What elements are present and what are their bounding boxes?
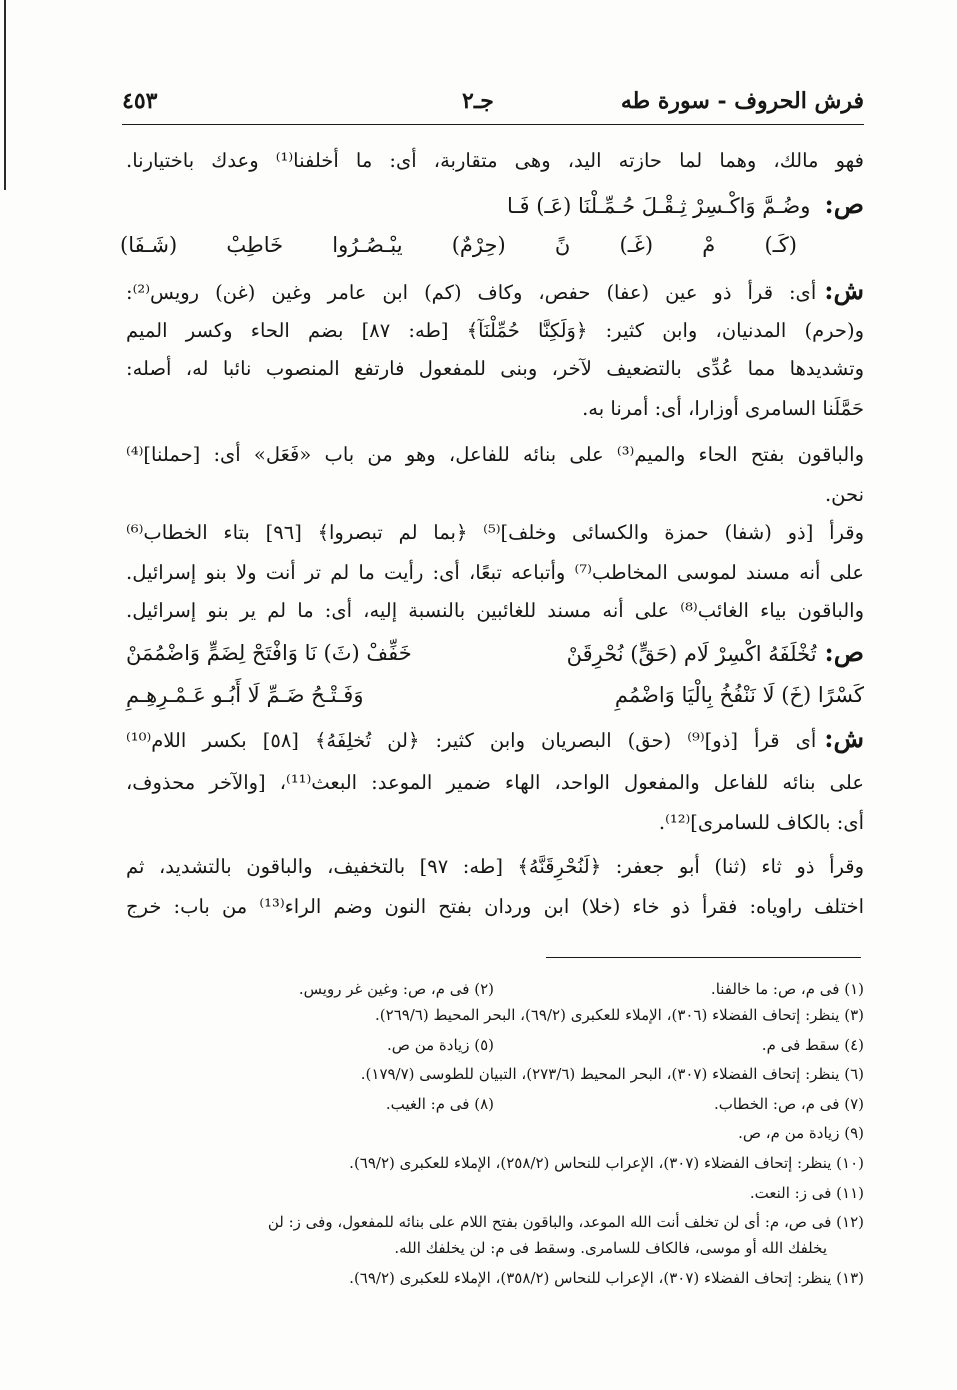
footnote-rule [546,957,861,958]
commentary-line [126,276,864,308]
footnote-continuation: يخلفك الله أو موسى، فالكاف للسامرى. وسقط فى م: لن يخلفك الله. [394,1239,827,1257]
header-rule [122,124,864,125]
page-number: ٤٥٣ [122,88,158,114]
footnote: (٩) زيادة من م، ص. [738,1124,864,1142]
commentary-text: أى قرأ [ذو]⁽⁹⁾ (حق) البصريان وابن كثير: ﴿لن تُخلِفَهُ﴾ [٥٨] بكسر اللام⁽¹⁰⁾ [126,729,817,752]
commentary-line [126,724,864,756]
shin-marker: ش: [824,724,864,753]
body-line: والباقون بفتح الحاء والميم⁽³⁾ على بنائه للفاعل، وهو من باب «فَعَل» أى: [حملنا]⁽⁴⁾ [126,443,864,466]
verse-hemistich-left: خَفِّفْ (ثَ) نَا وَافْتَحْ لِضَمٍّ وَاضْمُمَنْ [126,641,412,665]
body-line: وقرأ ذو ثاء (ثنا) أبو جعفر: ﴿لَنُحْرِقَنَّهُ﴾ [طه: ٩٧] بالتخفيف، والباقون بالتشديد، ثم [126,855,864,878]
commentary-text: أى: قرأ ذو عين (عفا) حفص، وكاف (كم) ابن عامر وغين (غن) رويس⁽²⁾: [126,281,817,304]
verse-line [165,190,864,222]
verse-hemistich-right: كَسْرًا (خَ) لَا نَنْفُخُ بِالْيَا وَاضْمُمِ [614,683,864,707]
footnote: (١٣) ينظر: إتحاف الفضلاء (٣٠٧)، الإعراب للنحاس (٣٥٨/٢)، الإملاء للعكبرى (٦٩/٢). [349,1269,864,1287]
footnote: (١٠) ينظر: إتحاف الفضلاء (٣٠٧)، الإعراب للنحاس (٢٥٨/٢)، الإملاء للعكبرى (٦٩/٢). [349,1154,864,1172]
verse-hemistich-right: ص:تُخْلَفَهُ اكْسِرْ لَام (حَقٍّ) نُحْرِقَنْ [566,638,864,667]
footnote-row [126,1092,864,1116]
footnote: (٨) فى م: الغيب. [385,1095,494,1113]
verse-line [126,638,864,672]
verse-text: (كَـ) مْ (غَـ) نً (حِرْمٌ) يبْـصُـرُوا خَاطِبْ (شَـفَا) [120,233,797,257]
binding-mark [4,0,6,190]
body-line: على أنه مسند لموسى المخاطب⁽⁷⁾ وأتباعه تبعًا، أى: رأيت ما لم تر أنت ولا بنو إسرائيل. [126,561,864,584]
verse-hemistich-left: وَفَـتْـحُ ضَـمِّ لَا أَبُـو عَـمْـرِهِـمِ [126,683,364,707]
footnote: (٢) فى م، ص: وغين غر رويس. [298,980,494,998]
footnote: (٤) سقط فى م. [761,1036,864,1054]
sad-marker: ص: [824,638,864,667]
body-line: وتشديدها مما عُدِّى بالتضعيف لآخر، وبنى للمفعول فارتفع المنصوب نائبا له، أصله: [126,357,864,380]
body-line: حَمَّلَنا السامرى أوزارا، أى: أمرنا به. [582,397,864,420]
footnote-row [126,977,864,1001]
footnote: (٦) ينظر: إتحاف الفضلاء (٣٠٧)، البحر المحيط (٢٧٣/٦)، التبيان للطوسى (١٧٩/٧). [360,1065,864,1083]
verse-line [120,230,797,261]
verse-line [126,680,864,714]
chapter-title: فرش الحروف - سورة طه [620,88,864,114]
footnote-row [126,1033,864,1057]
body-line: على بنائه للفاعل والمفعول الواحد، الهاء ضمير الموعد: البعث⁽¹¹⁾، [والآخر محذوف، [126,771,864,794]
body-line: نحن. [824,483,864,506]
body-line: فهو مالك، وهما لما حازته اليد، وهى متقاربة، أى: ما أخلفنا⁽¹⁾ وعدك باختيارنا. [126,149,864,172]
body-line: أى: بالكاف للسامرى]⁽¹²⁾. [658,811,864,834]
footnote: (١٢) فى ص، م: أى لن تخلف أنت الله الموعد، والباقون بفتح اللام على بنائه للمفعول، وفى ز: لن [267,1213,864,1231]
running-header [122,86,864,126]
body-line: والباقون بياء الغائب⁽⁸⁾ على أنه مسند للغائبين بالنسبة إليه، أى: ما لم ير بنو إسرائيل. [126,599,864,622]
footnote: (١١) فى ز: النعت. [749,1184,864,1202]
footnote: (٣) ينظر: إتحاف الفضلاء (٣٠٦)، الإملاء للعكبرى (٦٩/٢)، البحر المحيط (٢٦٩/٦). [375,1006,864,1024]
sad-marker: ص: [824,190,864,219]
footnote: (٧) فى م، ص: الخطاب. [713,1095,864,1113]
body-line: اختلف راوياه: فقرأ ذو خاء (خلا) ابن وردان بفتح النون وضم الراء⁽¹³⁾ من باب: خرج [126,895,864,918]
body-line: وقرأ [ذو (شفا) حمزة والكسائى وخلف]⁽⁵⁾ ﴿بما لم تبصروا﴾ [٩٦] بتاء الخطاب⁽⁶⁾ [126,521,864,544]
footnote: (١) فى م، ص: ما خالفنا. [710,980,864,998]
footnote: (٥) زيادة من ص. [387,1036,494,1054]
shin-marker: ش: [824,276,864,305]
verse-text: وضُـمَّ وَاكْـسِرْ ثِـقْـلَ حُـمِّـلْنَا (عَـ) فَـا [506,194,811,218]
body-line: و(حرم) المدنيان، وابن كثير: ﴿وَلَكِنَّا حُمِّلْنَآ﴾ [طه: ٨٧] بضم الحاء وكسر الميم [126,319,865,342]
volume-number: جـ٢ [462,88,494,114]
